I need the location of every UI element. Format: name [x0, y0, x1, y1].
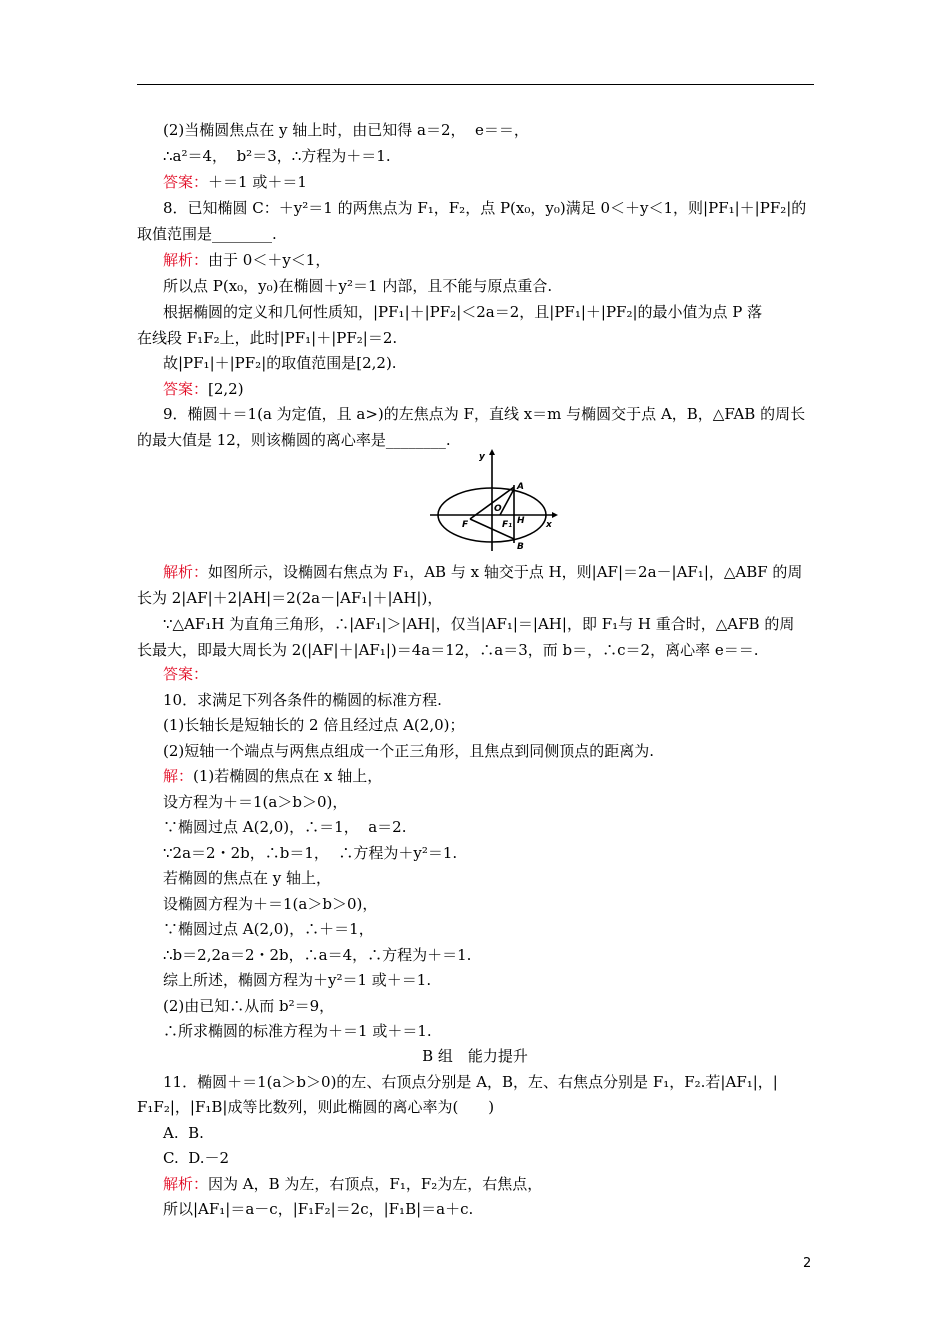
text-line: 若椭圆的焦点在 y 轴上， [163, 869, 332, 887]
text-line: F₁F₂|，|F₁B|成等比数列，则此椭圆的离心率为( ) [137, 1098, 495, 1116]
text-line: 所以|AF₁|＝a－c，|F₁F₂|＝2c，|F₁B|＝a＋c. [163, 1200, 474, 1218]
ellipse-figure [430, 447, 560, 557]
page-number: 2 [803, 1256, 812, 1271]
text-line: ∵2a＝2・2b，∴b＝1， ∴方程为＋y²＝1. [163, 844, 458, 862]
x-arrow [552, 512, 558, 518]
fig-label: B [517, 542, 524, 552]
answer-line: 答案：[2,2) [163, 380, 244, 398]
fig-label: y [479, 452, 485, 462]
header-rule [137, 84, 814, 85]
text-line: ∴所求椭圆的标准方程为＋＝1 或＋＝1. [163, 1022, 432, 1040]
text-line: 所以点 P(x₀，y₀)在椭圆＋y²＝1 内部，且不能与原点重合. [163, 277, 553, 295]
text-line: ∴b＝2,2a＝2・2b，∴a＝4，∴方程为＋＝1. [163, 946, 472, 964]
text-line: (2)当椭圆焦点在 y 轴上时，由已知得 a＝2， e＝＝， [163, 121, 529, 139]
problem-9: 9．椭圆＋＝1(a 为定值，且 a>)的左焦点为 F，直线 x＝m 与椭圆交于点 A，B，△FAB 的周长 [163, 405, 806, 423]
text-line: 的最大值是 12，则该椭圆的离心率是________. [137, 431, 451, 449]
text-line: 长最大，即最大周长为 2(|AF|＋|AF₁|)＝4a＝12，∴a＝3，而 b＝，∴c＝2，离心率 e＝＝. [137, 641, 759, 659]
analysis-line: 解析：由于 0＜＋y＜1， [163, 251, 331, 269]
choice-line: A. B. [163, 1124, 204, 1142]
fig-label: A [517, 482, 524, 492]
analysis-line: 解析：因为 A，B 为左，右顶点，F₁，F₂为左，右焦点， [163, 1175, 543, 1193]
text-line: 根据椭圆的定义和几何性质知，|PF₁|＋|PF₂|＜2a＝2，且|PF₁|＋|PF₂|的最小值为点 P 落 [163, 303, 763, 321]
section-heading: B 组 能力提升 [422, 1047, 528, 1065]
fig-label: x [546, 520, 552, 530]
problem-10: 10．求满足下列各条件的椭圆的标准方程. [163, 691, 442, 709]
text-line: 设方程为＋＝1(a＞b＞0)， [163, 793, 348, 811]
text-line: ∴a²＝4， b²＝3，∴方程为＋＝1. [163, 147, 391, 165]
text-line: 设椭圆方程为＋＝1(a＞b＞0)， [163, 895, 378, 913]
fig-label: F₁ [502, 520, 513, 530]
text-line: 取值范围是________. [137, 225, 277, 243]
choice-line: C. D.－2 [163, 1149, 230, 1167]
fig-label: O [494, 504, 502, 514]
fig-label: F [462, 520, 469, 530]
text-line: 在线段 F₁F₂上，此时|PF₁|＋|PF₂|＝2. [137, 329, 398, 347]
text-line: ∵椭圆过点 A(2,0)，∴＋＝1， [163, 920, 374, 938]
analysis-line: 解析：如图所示，设椭圆右焦点为 F₁，AB 与 x 轴交于点 H，则|AF|＝2a－|AF₁|，△ABF 的周 [163, 563, 803, 581]
text-line: 故|PF₁|＋|PF₂|的取值范围是[2,2). [163, 354, 397, 372]
text-line: 综上所述，椭圆方程为＋y²＝1 或＋＝1. [163, 971, 432, 989]
answer-line: 答案：＋＝1 或＋＝1 [163, 173, 307, 191]
text-line: (2)由已知∴从而 b²＝9， [163, 997, 335, 1015]
text-line: 长为 2|AF|＋2|AH|＝2(2a－|AF₁|＋|AH|)， [137, 589, 443, 607]
text-line: (2)短轴一个端点与两焦点组成一个正三角形，且焦点到同侧顶点的距离为. [163, 742, 655, 760]
text-line: ∵△AF₁H 为直角三角形，∴|AF₁|＞|AH|，仅当|AF₁|＝|AH|，即 F₁与 H 重合时，△AFB 的周 [163, 615, 795, 633]
text-line: (1)长轴长是短轴长的 2 倍且经过点 A(2,0)； [163, 716, 465, 734]
text-line: ∵椭圆过点 A(2,0)，∴＝1， a＝2. [163, 818, 407, 836]
fig-label: H [517, 516, 525, 526]
problem-8: 8．已知椭圆 C：＋y²＝1 的两焦点为 F₁，F₂，点 P(x₀，y₀)满足 0＜＋y＜1，则|PF₁|＋|PF₂|的 [163, 199, 807, 217]
y-arrow [489, 449, 495, 455]
solution-line: 解：(1)若椭圆的焦点在 x 轴上， [163, 767, 383, 785]
problem-11: 11．椭圆＋＝1(a＞b＞0)的左、右顶点分别是 A，B，左、右焦点分别是 F₁，F₂.若|AF₁|，| [163, 1073, 778, 1091]
answer-line: 答案： [163, 665, 209, 683]
